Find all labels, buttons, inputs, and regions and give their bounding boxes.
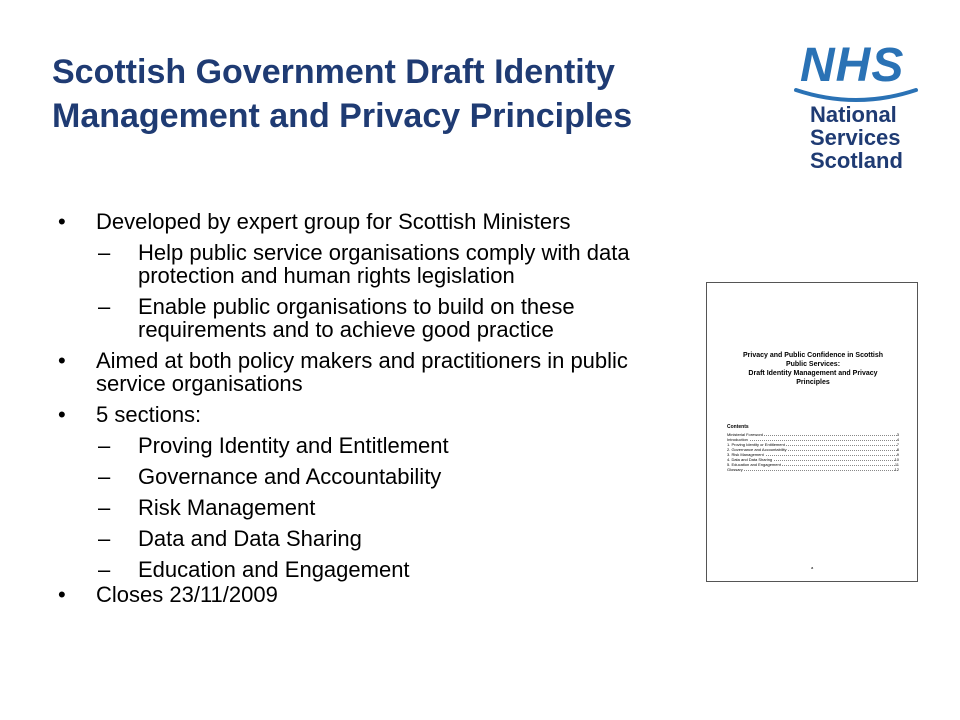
sub-bullet-text: Enable public organisations to build on these requirements and to achieve good practice [138,294,575,342]
dash-mark: – [98,557,111,582]
thumbnail-page-number: a [811,565,814,570]
bullet-mark: • [58,209,66,234]
dash-mark: – [98,526,111,551]
contents-page: 11 [894,462,899,467]
contents-page: 3 [896,432,899,437]
slide-title [52,50,792,138]
section-item [58,434,698,457]
nhs-logo-text: NHS [800,39,905,92]
dash-mark: – [98,294,111,319]
document-thumbnail [706,282,918,582]
dash-mark: – [98,464,111,489]
contents-heading: Contents [727,424,749,430]
contents-page: 10 [894,457,899,462]
bullet-item [58,210,698,233]
sub-bullet-item [58,241,698,287]
bullet-text: Aimed at both policy makers and practitioners in public service organisations [96,348,628,396]
nhs-logo [792,38,922,178]
section-item [58,558,698,581]
contents-entry: 4. Data and Data Sharing [727,457,773,462]
bullet-item [58,349,698,395]
nhs-logo-mark [792,38,920,98]
contents-line [727,467,899,472]
contents-entry: Ministerial Foreword [727,432,764,437]
bullet-text: 5 sections: [96,402,202,427]
bullet-item [58,583,698,606]
contents-page: 9 [896,452,899,457]
slide-title-line-1: Scottish Government Draft Identity [52,53,615,91]
contents-page: 4 [896,437,899,442]
contents-entry: 2. Governance and Accountability [727,447,787,452]
thumbnail-title-line: Privacy and Public Confidence in Scottish [742,352,884,359]
contents-page: 8 [896,447,899,452]
bullet-item [58,403,698,426]
section-item [58,465,698,488]
contents-entry: Glossary [727,467,743,472]
section-item [58,527,698,550]
section-text: Risk Management [138,495,316,520]
contents-page: 12 [894,467,899,472]
logo-line-national: National [810,102,897,127]
section-text: Data and Data Sharing [138,526,362,551]
bullet-mark: • [58,582,66,607]
contents-entry: 5. Education and Engagement [727,462,781,467]
dash-mark: – [98,433,111,458]
contents-entry: 1. Proving Identity or Entitlement [727,442,785,447]
contents-entry: 3. Risk Management [727,452,764,457]
dash-mark: – [98,495,111,520]
contents-entry: Introduction [727,437,748,442]
contents-page: 7 [896,442,899,447]
thumbnail-contents [727,425,899,472]
sub-bullet-text: Help public service organisations comply with data protection and human rights legislation [138,240,630,288]
section-text: Education and Engagement [138,557,410,582]
bullet-text: Closes 23/11/2009 [96,582,278,607]
section-text: Governance and Accountability [138,464,442,489]
sub-bullet-item [58,295,698,341]
slide-title-line-2: Management and Privacy Principles [52,97,633,135]
bullet-text: Developed by expert group for Scottish Ministers [96,209,571,234]
dash-mark: – [98,240,111,265]
bullet-mark: • [58,348,66,373]
section-text: Proving Identity and Entitlement [138,433,449,458]
bullet-list [58,210,698,614]
thumbnail-title-line: Public Services: [785,361,841,368]
logo-line-scotland: Scotland [810,148,903,173]
bullet-mark: • [58,402,66,427]
section-item [58,496,698,519]
thumbnail-title-line: Draft Identity Management and Privacy [748,370,878,377]
logo-line-services: Services [810,125,901,150]
thumbnail-title-line: Principles [796,379,830,386]
thumbnail-title [721,351,905,387]
